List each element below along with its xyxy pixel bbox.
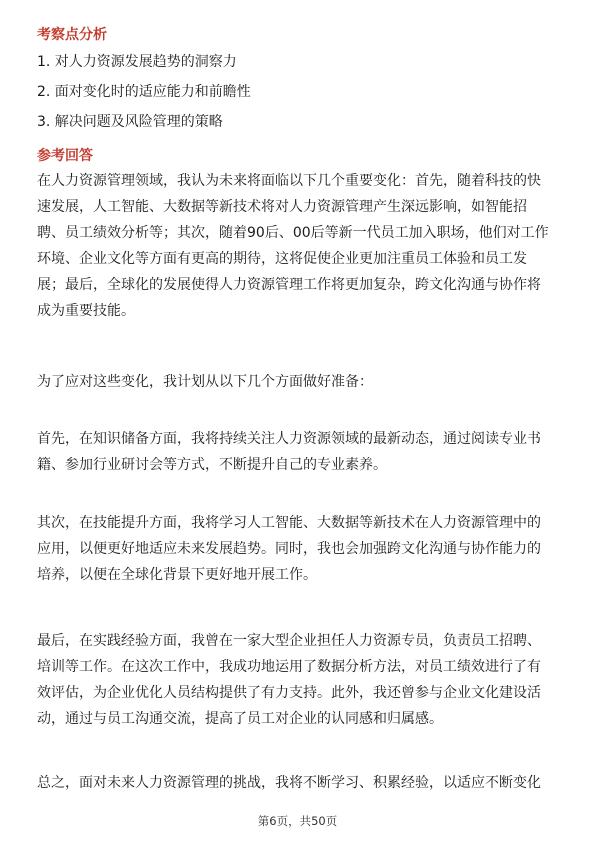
answer-paragraph-3 [37,426,559,478]
analysis-item-1: 1. 对人力资源发展趋势的洞察力 [37,54,237,70]
paragraph-line: 聘、员工绩效分析等；其次，随着90后、00后等新一代员工加入职场，他们对工作 [37,225,549,241]
paragraph-line: 应用，以便更好地适应未来发展趋势。同时，我也会加强跨文化沟通与协作能力的 [37,541,541,557]
section-heading-answer: 参考回答 [37,148,93,164]
answer-paragraph-1 [37,168,559,324]
paragraph-line: 培训等工作。在这次工作中，我成功地运用了数据分析方法，对员工绩效进行了有 [37,659,541,675]
paragraph-line: 首先，在知识储备方面，我将持续关注人力资源领域的最新动态，通过阅读专业书 [37,431,541,447]
page-number: 第6页，共50页 [257,814,338,828]
answer-paragraph-2 [37,369,559,395]
paragraph-line: 最后，在实践经验方面，我曾在一家大型企业担任人力资源专员，负责员工招聘、 [37,633,541,649]
paragraph-line: 展；最后，全球化的发展使得人力资源管理工作将更加复杂，跨文化沟通与协作将 [37,277,541,293]
paragraph-line: 环境、企业文化等方面有更高的期待，这将促使企业更加注重员工体验和员工发 [37,251,527,267]
answer-paragraph-6 [37,770,559,796]
paragraph-line: 在人力资源管理领域，我认为未来将面临以下几个重要变化：首先，随着科技的快 [37,173,541,189]
section-heading-analysis: 考察点分析 [37,27,107,43]
analysis-item-3: 3. 解决问题及风险管理的策略 [37,114,223,130]
analysis-item-2: 2. 面对变化时的适应能力和前瞻性 [37,84,251,100]
paragraph-line: 总之，面对未来人力资源管理的挑战，我将不断学习、积累经验，以适应不断变化 [37,775,541,791]
paragraph-line: 其次，在技能提升方面，我将学习人工智能、大数据等新技术在人力资源管理中的 [37,515,541,531]
paragraph-line: 籍、参加行业研讨会等方式，不断提升自己的专业素养。 [37,457,387,473]
answer-paragraph-4 [37,510,559,588]
paragraph-line: 效评估，为企业优化人员结构提供了有力支持。此外，我还曾参与企业文化建设活 [37,685,541,701]
paragraph-line: 动，通过与员工沟通交流，提高了员工对企业的认同感和归属感。 [37,711,443,727]
paragraph-line: 为了应对这些变化，我计划从以下几个方面做好准备： [37,374,373,390]
paragraph-line: 培养，以便在全球化背景下更好地开展工作。 [37,567,317,583]
paragraph-line: 成为重要技能。 [37,303,135,319]
answer-paragraph-5 [37,628,559,732]
paragraph-line: 速发展，人工智能、大数据等新技术将对人力资源管理产生深远影响，如智能招 [37,199,527,215]
